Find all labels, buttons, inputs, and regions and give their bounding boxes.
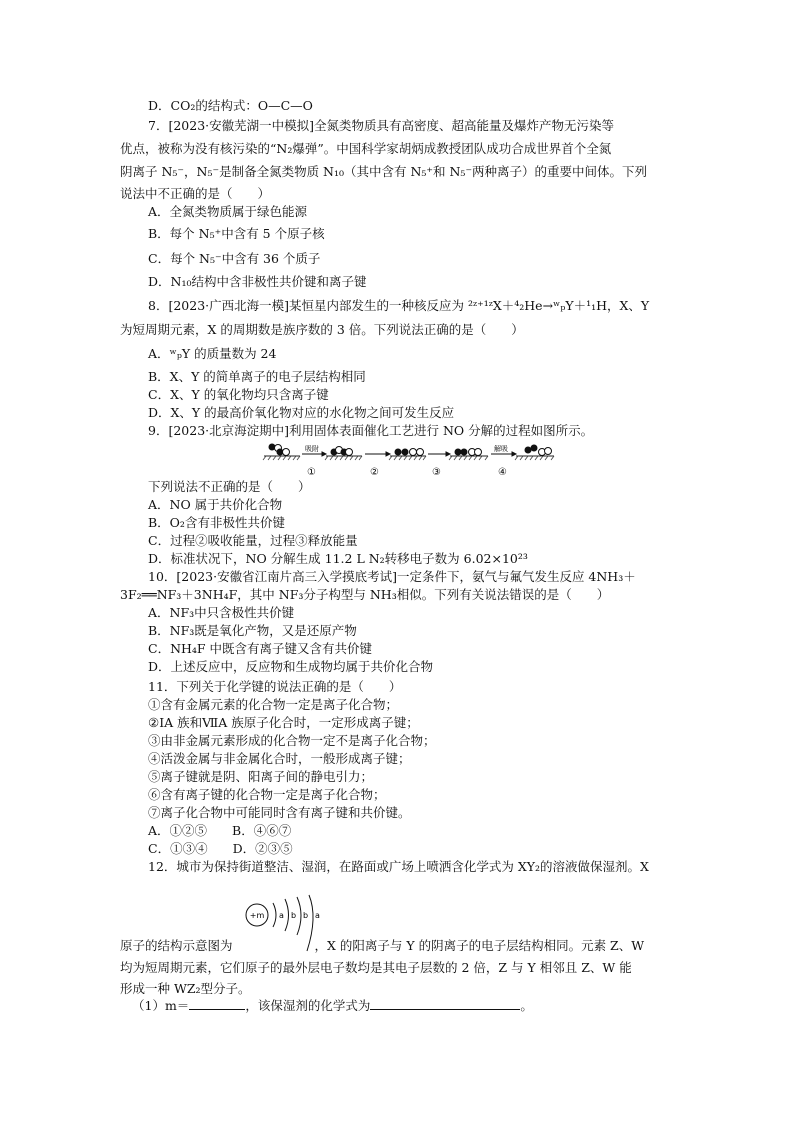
q7-option-b: B．每个 N₅⁺中含有 5 个原子核 bbox=[148, 226, 325, 241]
q10-option-d: D．上述反应中，反应物和生成物均属于共价化合物 bbox=[148, 659, 434, 674]
step-4-label: ④ bbox=[498, 467, 507, 478]
q11-stem: 11．下列关于化学键的说法正确的是（ ） bbox=[148, 679, 402, 694]
q8-option-c: C．X、Y 的氧化物均只含离子键 bbox=[148, 387, 329, 402]
q12-stem-line2-end: ，X 的阳离子与 Y 的阴离子的电子层结构相同。元素 Z、W bbox=[314, 938, 645, 953]
q8-option-b: B．X、Y 的简单离子的电子层结构相同 bbox=[148, 369, 366, 384]
q9-option-a: A．NO 属于共价化合物 bbox=[148, 497, 283, 512]
adsorb-label: 吸附 bbox=[305, 445, 319, 453]
q9-option-d: D．标准状况下，NO 分解生成 11.2 L N₂转移电子数为 6.02×10²³ bbox=[148, 551, 528, 566]
desorb-label: 解吸 bbox=[494, 445, 508, 453]
q6-option-d: D．CO₂的结构式：O—C—O bbox=[148, 98, 313, 113]
q10-stem-line1: 10．[2023·安徽省江南片高三入学摸底考试]一定条件下，氨气与氟气发生反应 4NH₃＋ bbox=[148, 569, 636, 584]
q12-sub1-end: 。 bbox=[520, 998, 533, 1013]
q11-statement: ③由非金属元素形成的化合物一定不是离子化合物； bbox=[148, 733, 436, 748]
q8-stem-line2: 为短周期元素，X 的周期数是族序数的 3 倍。下列说法正确的是（ ） bbox=[120, 322, 524, 337]
q11-statement: ②ⅠA 族和ⅦA 族原子化合时，一定形成离子键； bbox=[148, 715, 419, 730]
q7-stem-line2: 优点，被称为没有核污染的“N₂爆弹”。中国科学家胡炳成教授团队成功合成世界首个全氮 bbox=[120, 141, 612, 156]
q12-subquestion-1 bbox=[132, 997, 533, 1015]
q7-option-d: D．N₁₀结构中含非极性共价键和离子键 bbox=[148, 274, 367, 289]
q11-options-cd: C．①③④ D．②③⑤ bbox=[148, 841, 293, 856]
q10-option-a: A．NF₃中只含极性共价键 bbox=[148, 605, 295, 620]
q8-option-d: D．X、Y 的最高价氧化物对应的水化物之间可发生反应 bbox=[148, 405, 455, 420]
shell-1-electrons: a bbox=[279, 911, 284, 920]
q11-statement: ⑦离子化合物中可能同时含有离子键和共价键。 bbox=[148, 805, 411, 820]
q12-sub1-mid: ，该保湿剂的化学式为 bbox=[245, 998, 371, 1013]
q12-sub1-label: （1）m＝ bbox=[132, 998, 190, 1013]
q9-option-b: B．O₂含有非极性共价键 bbox=[148, 515, 285, 530]
q12-stem-line2-start: 原子的结构示意图为 bbox=[120, 938, 233, 953]
q7-option-a: A．全氮类物质属于绿色能源 bbox=[148, 204, 308, 219]
step-1-label: ① bbox=[307, 467, 316, 478]
q11-statement: ④活泼金属与非金属化合时，一般形成离子键； bbox=[148, 751, 411, 766]
q7-stem-line1: 7．[2023·安徽芜湖一中模拟]全氮类物质具有高密度、超高能量及爆炸产物无污染等 bbox=[148, 118, 614, 133]
q10-option-c: C．NH₄F 中既含有离子键又含有共价键 bbox=[148, 641, 373, 656]
q7-stem-line4: 说法中不正确的是（ ） bbox=[120, 186, 271, 201]
q12-stem-line4: 形成一种 WZ₂型分子。 bbox=[120, 981, 251, 996]
answer-blank-formula[interactable] bbox=[370, 1009, 520, 1010]
q12-stem-line2 bbox=[120, 937, 644, 955]
q9-option-c: C．过程②吸收能量，过程③释放能量 bbox=[148, 533, 358, 548]
q11-statement: ⑥含有离子键的化合物一定是离子化合物； bbox=[148, 787, 386, 802]
q12-stem-line1: 12．城市为保持街道整洁、湿润，在路面或广场上喷洒含化学式为 XY₂的溶液做保湿剂。X bbox=[148, 859, 649, 874]
q8-stem-line1: 8．[2023·广西北海一模]某恒星内部发生的一种核反应为 ²ᶻ⁺¹ᶻX＋⁴₂He→ʷₚY＋¹₁H，X、Y bbox=[148, 298, 650, 313]
q10-option-b: B．NF₃既是氧化产物，又是还原产物 bbox=[148, 623, 357, 638]
q9-stem-line1: 9．[2023·北京海淀期中]利用固体表面催化工艺进行 NO 分解的过程如图所示。 bbox=[148, 423, 594, 438]
q11-options-ab: A．①②⑤ B．④⑥⑦ bbox=[148, 823, 292, 838]
q12-stem-line3: 均为短周期元素，它们原子的最外层电子数均是其电子层数的 2 倍，Z 与 Y 相邻且 Z、W 能 bbox=[120, 960, 632, 975]
answer-blank-m[interactable] bbox=[189, 1009, 245, 1010]
shell-2-electrons: b bbox=[291, 911, 297, 920]
q11-statement: ①含有金属元素的化合物一定是离子化合物； bbox=[148, 697, 399, 712]
shell-3-electrons: b bbox=[303, 911, 309, 920]
step-2-label: ② bbox=[370, 467, 379, 478]
q7-stem-line3: 阴离子 N₅⁻，N₅⁻是制备全氮类物质 N₁₀（其中含有 N₅⁺和 N₅⁻两种离子）的重要中间体。下列 bbox=[120, 164, 648, 179]
q8-option-a: A．ʷₚY 的质量数为 24 bbox=[148, 346, 277, 361]
q10-stem-line2: 3F₂══NF₃＋3NH₄F，其中 NF₃分子构型与 NH₃相似。下列有关说法错误的是（ ） bbox=[120, 587, 610, 602]
nucleus-charge: +m bbox=[249, 911, 265, 920]
shell-4-electrons: a bbox=[315, 911, 320, 920]
q7-option-c: C．每个 N₅⁻中含有 36 个质子 bbox=[148, 251, 321, 266]
q9-stem-line2: 下列说法不正确的是（ ） bbox=[148, 479, 311, 494]
step-3-label: ③ bbox=[432, 467, 441, 478]
no-decomposition-diagram bbox=[262, 442, 562, 478]
q11-statement: ⑤离子键就是阴、阳离子间的静电引力； bbox=[148, 769, 374, 784]
